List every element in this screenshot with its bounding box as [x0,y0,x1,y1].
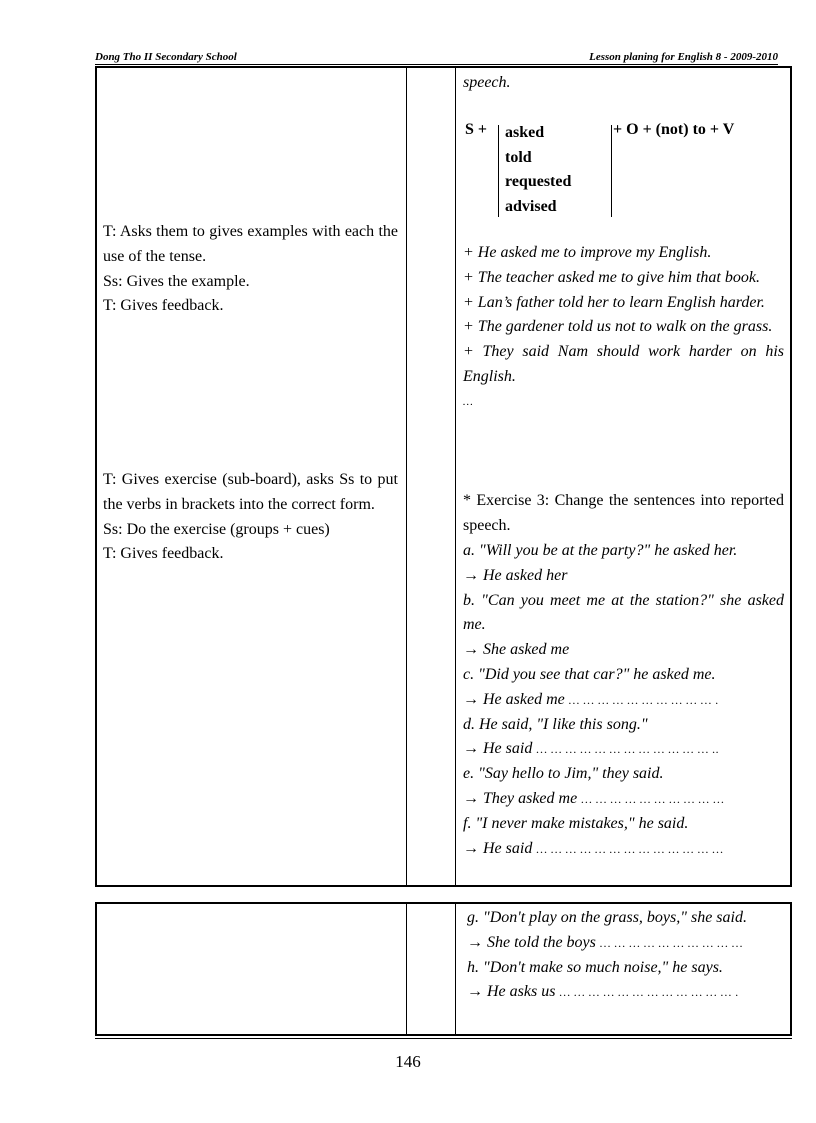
exercise-answer: → She asked me [463,641,570,659]
ellipsis: … [463,395,473,408]
example-sentence: + Lan’s father told her to learn English harder. [463,293,765,311]
teacher-activity-block-2 [103,468,398,567]
exercise-question: a. "Will you be at the party?" he asked her. [463,542,738,559]
exercise-answer-line [463,688,784,713]
activity-line: Ss: Gives the example. [103,272,250,290]
activity-line: Ss: Do the exercise (groups + cues) [103,520,330,538]
exercise-answer-line [463,787,784,812]
exercise-answer: → He asked her [463,566,568,584]
header-school: Dong Tho II Secondary School [95,51,237,63]
exercise-answer-line [463,837,784,862]
column-divider [455,904,456,1034]
example-sentence: + They said Nam should work harder on his English. [463,343,784,385]
exercise-3-title: * Exercise 3: Change the sentences into reported speech. [463,492,784,534]
activity-line: T: Gives feedback. [103,545,224,563]
exercise-question: f. "I never make mistakes," he said. [463,814,689,832]
column-divider [455,68,456,885]
formula-verb: advised [505,197,557,215]
exercise-answer-line [467,931,784,956]
exercise-answer-line [463,737,784,762]
exercise-question: c. "Did you see that car?" he asked me. [463,665,716,683]
table-double-rule [95,1038,792,1039]
example-sentence: + He asked me to improve my English. [463,244,712,261]
formula-verb: asked [505,124,545,141]
answer-blank: … … … … … … … … … … … … … [536,841,724,856]
answer-blank: … … … … … … … … … … … … . [559,985,739,1000]
exercise-question: h. "Don't make so much noise," he says. [467,958,723,976]
activity-line: T: Gives exercise (sub-board), asks Ss to put the verbs in brackets into the correct form. [103,471,398,513]
formula-subject: S + [465,121,488,138]
column-divider [406,68,407,885]
exercise-question: d. He said, "I like this song." [463,715,648,733]
exercise-question: b. "Can you meet me at the station?" she asked me. [463,591,784,634]
activity-line: T: Asks them to gives examples with each the use of the tense. [103,223,398,265]
example-sentence: + The gardener told us not to walk on the grass. [463,318,773,336]
lesson-table-1 [95,66,792,887]
grammar-formula [463,119,783,215]
exercise-answer: → She told the boys [467,933,596,951]
formula-rest: + O + (not) to + V [613,121,735,138]
example-sentence: + The teacher asked me to give him that book. [463,268,760,286]
column-divider [406,904,407,1034]
exercise-answer: → He said [463,839,533,857]
examples-list [463,241,784,415]
answer-blank: … … … … … … … … … … [581,791,725,806]
speech-text: speech. [463,74,511,91]
formula-bracket [498,125,499,217]
exercise-answer-line [467,980,784,1005]
exercise-3-items-cont [467,906,784,1005]
exercise-answer: → He asks us [467,983,556,1001]
answer-blank: … … … … … … … … … … … … .. [536,742,720,757]
lesson-table-2 [95,902,792,1036]
answer-blank: … … … … … … … … … … [599,935,744,950]
exercise-answer: → He said [463,740,533,758]
exercise-3-items [463,539,784,861]
formula-verbs [505,121,571,219]
header-lesson-plan: Lesson planing for English 8 - 2009-2010 [589,51,778,63]
formula-bracket [611,125,612,217]
answer-blank: … … … … … … … … … … . [568,692,719,707]
activity-line: T: Gives feedback. [103,297,224,315]
exercise-answer: → They asked me [463,789,578,807]
header-rule [95,64,778,65]
formula-verb: told [505,148,532,166]
page-number: 146 [395,1052,421,1071]
exercise-answer: → He asked me [463,690,565,708]
exercise-question: g. "Don't play on the grass, boys," she said. [467,909,747,926]
teacher-activity-block-1 [103,220,398,319]
formula-verb: requested [505,173,572,190]
exercise-question: e. "Say hello to Jim," they said. [463,765,664,783]
